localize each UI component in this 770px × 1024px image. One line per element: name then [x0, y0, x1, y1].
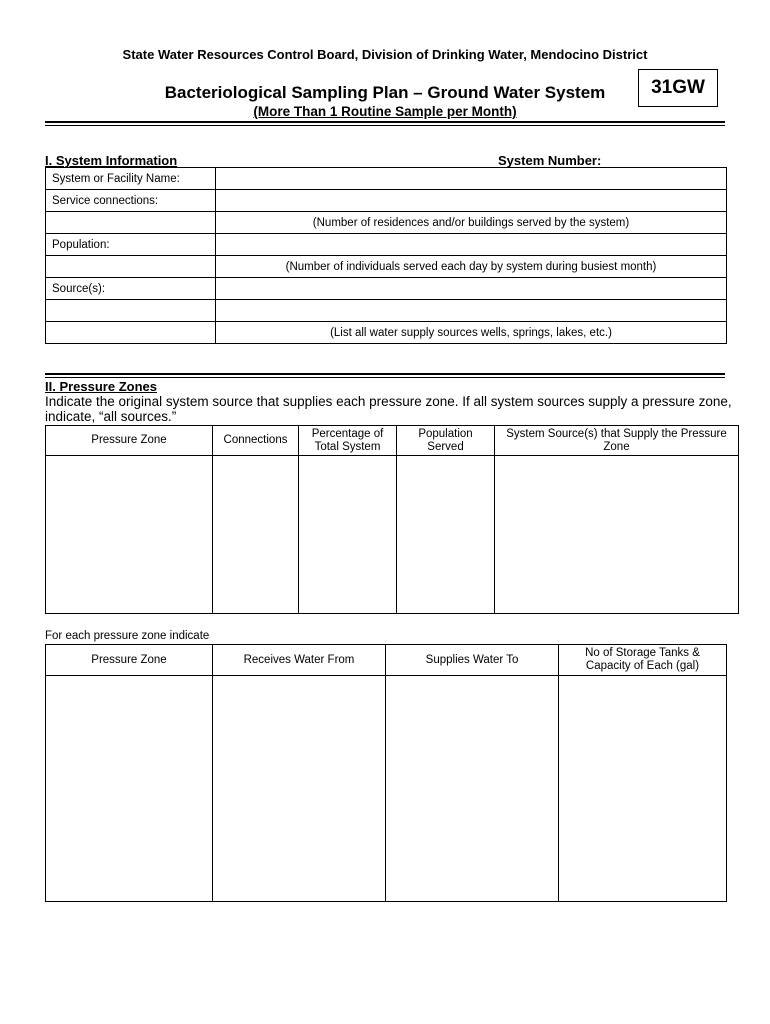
zone-cell[interactable]	[46, 456, 213, 614]
row-label	[46, 256, 216, 278]
table-row	[46, 212, 727, 234]
storage-tanks-cell[interactable]	[559, 676, 727, 902]
system-number-label: System Number:	[498, 153, 602, 168]
table-row	[46, 456, 739, 614]
table-row	[46, 322, 727, 344]
col-header: System Source(s) that Supply the Pressure Zone	[495, 426, 739, 456]
row-label	[46, 322, 216, 344]
section1-heading: I. System Information	[45, 153, 178, 168]
population-hint: (Number of individuals served each day by system during busiest month)	[216, 256, 727, 278]
form-code-box: 31GW	[638, 69, 718, 107]
percentage-cell[interactable]	[299, 456, 397, 614]
flow-table-note: For each pressure zone indicate	[45, 630, 210, 642]
table-row	[46, 190, 727, 212]
header-rule-bottom	[45, 125, 725, 126]
service-connections-field[interactable]	[216, 190, 727, 212]
row-label: Population:	[46, 234, 216, 256]
row-label	[46, 212, 216, 234]
col-header: No of Storage Tanks & Capacity of Each (gal)	[559, 645, 727, 676]
col-header: Percentage of Total System	[299, 426, 397, 456]
col-header: Population Served	[397, 426, 495, 456]
sources-hint: (List all water supply sources wells, springs, lakes, etc.)	[216, 322, 727, 344]
table-header-row	[46, 645, 727, 676]
col-header: Pressure Zone	[46, 645, 213, 676]
population-field[interactable]	[216, 234, 727, 256]
col-header: Supplies Water To	[386, 645, 559, 676]
section2-rule-top	[45, 373, 725, 375]
table-row	[46, 256, 727, 278]
agency-header: State Water Resources Control Board, Division of Drinking Water, Mendocino District	[122, 47, 648, 62]
sources-cell[interactable]	[495, 456, 739, 614]
zone-cell[interactable]	[46, 676, 213, 902]
supplies-to-cell[interactable]	[386, 676, 559, 902]
system-number-blank[interactable]	[601, 154, 716, 168]
service-connections-hint: (Number of residences and/or buildings served by the system)	[216, 212, 727, 234]
table-row	[46, 278, 727, 300]
row-label: System or Facility Name:	[46, 168, 216, 190]
row-label: Service connections:	[46, 190, 216, 212]
table-row	[46, 234, 727, 256]
connections-cell[interactable]	[213, 456, 299, 614]
sources-field-extra[interactable]	[216, 300, 727, 322]
row-label: Source(s):	[46, 278, 216, 300]
form-title: Bacteriological Sampling Plan – Ground Water System	[164, 83, 606, 102]
section2-instructions: Indicate the original system source that supplies each pressure zone. If all system sources supply a pressure zone, indicate, “all sources.”	[45, 394, 732, 424]
system-info-table	[45, 167, 727, 344]
col-header: Receives Water From	[213, 645, 386, 676]
section2-heading: II. Pressure Zones	[45, 379, 157, 394]
sources-field[interactable]	[216, 278, 727, 300]
system-number-field[interactable]	[498, 153, 716, 168]
zone-flow-table	[45, 644, 727, 902]
table-row	[46, 676, 727, 902]
facility-name-field[interactable]	[216, 168, 727, 190]
col-header: Connections	[213, 426, 299, 456]
header-rule-top	[45, 121, 725, 123]
receives-from-cell[interactable]	[213, 676, 386, 902]
population-cell[interactable]	[397, 456, 495, 614]
form-subtitle: (More Than 1 Routine Sample per Month)	[253, 104, 517, 119]
pressure-zones-table	[45, 425, 739, 614]
table-header-row	[46, 426, 739, 456]
section2-rule-bottom	[45, 377, 725, 378]
row-label	[46, 300, 216, 322]
col-header: Pressure Zone	[46, 426, 213, 456]
table-row	[46, 168, 727, 190]
table-row	[46, 300, 727, 322]
